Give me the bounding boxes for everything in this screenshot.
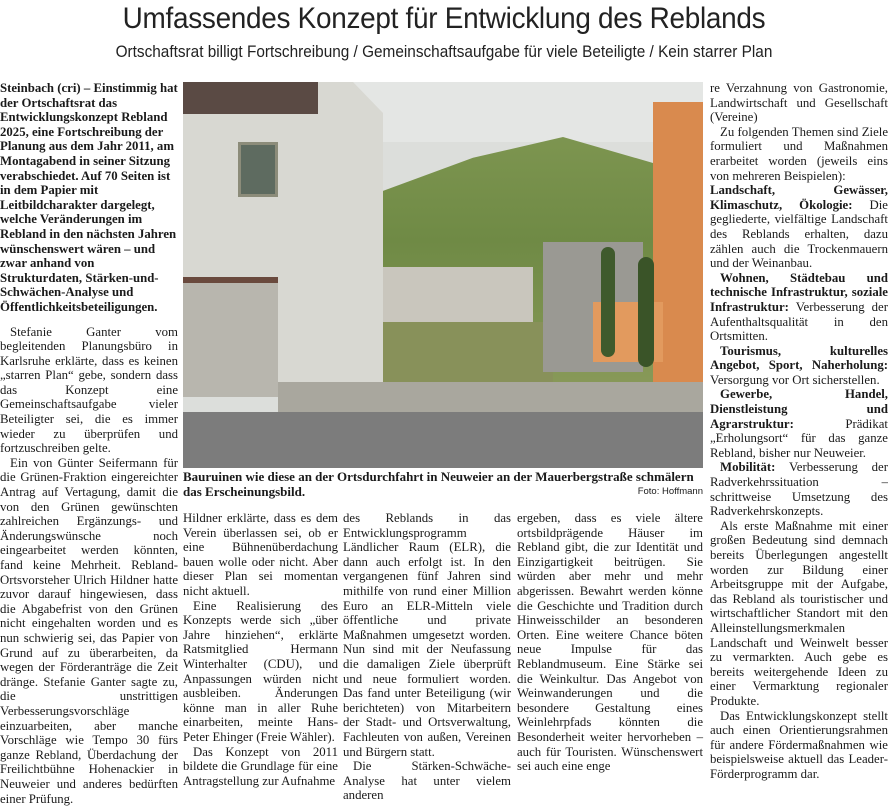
article-photo	[183, 82, 703, 468]
topic-text: Versorgung vor Ort sicherstellen.	[710, 372, 880, 387]
article-column-5	[710, 81, 888, 782]
article-column-2	[183, 511, 338, 788]
paragraph: des Reblands in das Entwicklungsprogramm Ländlicher Raum (ELR), die dann auch erfolgt ist. In den vergangenen fünf Jahren sind mithilfe von rund einer Million Euro an ELR-Mitteln viele öffentliche und private Maßnahmen umgesetzt worden. Nun sind mit der Neufassung die damaligen Ziele überprüft und neue formuliert worden. Das fand unter Beteiligung (wir berichteten) von Mitarbeitern der Stadt- und Ortsverwaltung, Fachleuten von außen, Vereinen und Bürgern statt.	[343, 511, 511, 759]
topic-paragraph	[710, 344, 888, 388]
subheadline: Ortschaftsrat billigt Fortschreibung / Gemeinschaftsaufgabe für viele Beteiligte / Kein starrer Plan	[115, 43, 773, 61]
paragraph: Ein von Günter Seifermann für die Grünen-Fraktion eingereichter Antrag auf Vertagung, damit die von den Grünen gewünschten zahlreichen Ergänzungs- und Änderungswünsche noch eingearbeitet werden könnten, fand keine Mehrheit. Rebland-Ortsvorsteher Ulrich Hildner hatte zuvor darauf hingewiesen, dass die Abgabefrist von den Grünen nicht eingehalten worden und es nun schwierig sei, das Papier von Grund auf zu überarbeiten, da wegen der Förderanträge die Zeit dränge. Stefanie Ganter sagte zu, die unstrittigen Verbesserungsvorschläge einzuarbeiten, aber manche Vorschläge wie Tempo 30 fürs ganze Rebland, Überdachung der Freilichtbühne Hohenackier in Neuweier und anderes bedürften einer Prüfung.	[0, 455, 178, 806]
topic-title: Landschaft, Gewässer, Klimaschutz, Ökologie:	[710, 183, 888, 212]
article-column-3	[343, 511, 511, 803]
paragraph: Hildner erklärte, dass es dem Verein überlassen sei, ob er eine Bühnenüberdachung bauen wolle oder nicht. Aber dieser Plan sei momentan nicht aktuell.	[183, 511, 338, 598]
headline: Umfassendes Konzept für Entwicklung des Reblands	[122, 2, 766, 35]
topic-text: Verbesserung der Aufenthaltsqualität in den Ortsmitten.	[710, 299, 888, 344]
topic-title: Gewerbe, Handel, Dienstleistung und Agrarstruktur:	[710, 387, 888, 431]
topic-paragraph	[710, 460, 888, 518]
paragraph: Als erste Maßnahme mit einer großen Bedeutung sind demnach bereits Überlegungen angestellt worden zur Bildung einer Arbeitsgruppe mit der Aufgabe, das Rebland als touristischer und wirtschaftlicher Standort mit den Alleinstellungsmerkmalen Landschaft und Weinwelt besser zu vermarkten. Auch gebe es bereits weitergehende Ideen zu einer Vermarktung regionaler Produkte.	[710, 518, 888, 708]
photo-caption	[183, 470, 703, 499]
paragraph: Die Stärken-Schwäche-Analyse hat unter vielem anderen	[343, 759, 511, 803]
paragraph: ergeben, dass es viele ältere ortsbildprägende Häuser im Rebland gibt, die zur Identität und Einzigartigkeit beitrügen. Sie würden aber mehr und mehr abgerissen. Bewahrt werden könne die Geschichte und Tradition durch Hinweisschilder an besonderen Orten. Eine weitere Chance böten neue Impulse für das Reblandmuseum. Eine Stärke sei die Weinkultur. Das Angebot von Weinwanderungen und die besondere Gestaltung eines Weinlehrpfads könnten die Besonderheit weiter hervorheben – auch für Touristen. Wünschenswert sei auch eine enge	[517, 511, 703, 774]
topic-paragraph	[710, 387, 888, 460]
photo-credit: Foto: Hoffmann	[637, 485, 703, 497]
paragraph: Eine Realisierung des Konzepts werde sich „über Jahre hinziehen“, erklärte Ratsmitglied Hermann Winterhalter (CDU), und Anpassungen würden nicht ausbleiben. Änderungen könne man in aller Ruhe einarbeiten, meinte Hans-Peter Ehinger (Freie Wähler).	[183, 598, 338, 744]
paragraph: Das Entwicklungskonzept stellt auch einen Orientierungsrahmen für andere Fördermaßnahmen wie beispielsweise aktuell das Leader-Förderprogramm dar.	[710, 708, 888, 781]
paragraph: Zu folgenden Themen sind Ziele formuliert und Maßnahmen erarbeitet worden (jeweils eins von mehreren Beispielen):	[710, 124, 888, 183]
caption-text: Bauruinen wie diese an der Ortsdurchfahrt in Neuweier an der Mauerbergstraße schmälern das Erscheinungsbild.	[183, 469, 694, 499]
topic-title: Wohnen, Städtebau und technische Infrastruktur, soziale Infrastruktur:	[710, 270, 888, 314]
topic-title: Tourismus, kulturelles Angebot, Sport, Naherholung:	[710, 343, 888, 373]
paragraph: Das Konzept von 2011 bildete die Grundlage für eine Antragstellung zur Aufnahme	[183, 744, 338, 788]
topic-paragraph	[710, 183, 888, 271]
paragraph: Stefanie Ganter vom begleitenden Planungsbüro in Karlsruhe erklärte, dass es keinen „starren Plan“ gebe, sondern dass das Konzept eine Gemeinschaftsaufgabe vieler Beteiligter sei, die es immer wieder zu überprüfen und fortzuschreiben gelte.	[0, 324, 178, 456]
topic-text: Die gegliederte, vielfältige Landschaft des Reblands erhalten, dazu zählen auch die Trockenmauern und der Weinanbau.	[710, 197, 888, 271]
article-lead: Steinbach (cri) – Einstimmig hat der Ortschaftsrat das Entwicklungskonzept Rebland 2025, eine Fortschreibung der Planung aus dem Jahr 2011, am Montagabend in seiner Sitzung verabschiedet. Auf 70 Seiten ist in dem Papier mit Leitbildcharakter dargelegt, welche Veränderungen im Rebland in den nächsten Jahren wünschenswert wären – und zwar anhand von Strukturdaten, Stärken-und-Schwächen-Analyse und Öffentlichkeitsbeteiligungen.	[0, 81, 178, 314]
topic-title: Mobilität:	[720, 460, 776, 475]
topic-text: Verbesserung der Radverkehrssituation – schrittweise Umsetzung des Radverkehrskonzepts.	[710, 460, 888, 519]
paragraph: re Verzahnung von Gastronomie, Landwirtschaft und Gesellschaft (Vereine)	[710, 81, 888, 125]
topic-paragraph	[710, 271, 888, 344]
article-column-1	[0, 81, 178, 806]
topic-text: Prädikat „Erholungsort“ für das ganze Rebland, bisher nur Neuweier.	[710, 416, 888, 460]
article-column-4	[517, 511, 703, 774]
